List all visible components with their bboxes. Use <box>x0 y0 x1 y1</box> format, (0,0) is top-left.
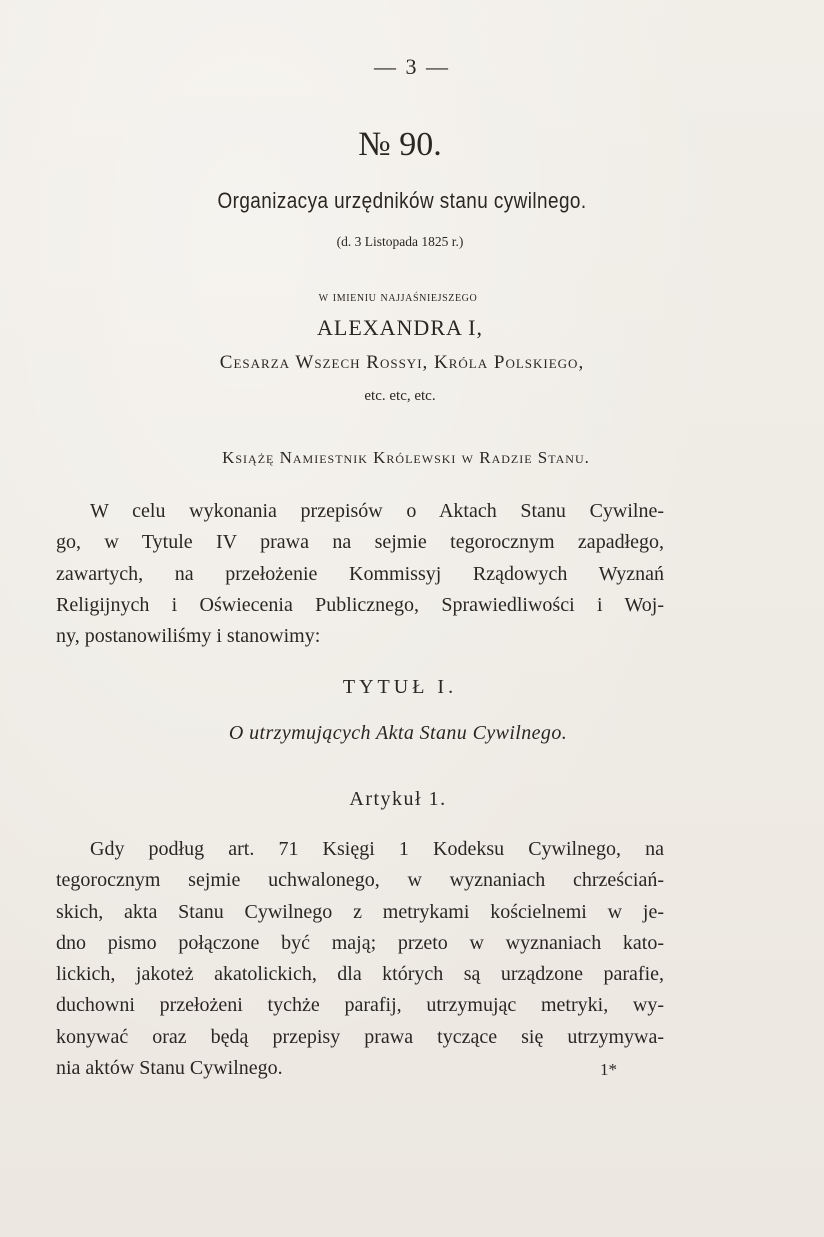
article-line: duchowni przełożeni tychże parafij, utrzymując metryki, wy- <box>56 994 664 1017</box>
preamble-paragraph <box>56 496 664 652</box>
article-line: dno pismo połączone być mają; przeto w wyznaniach kato- <box>56 931 664 954</box>
monarch-name: ALEXANDRA I, <box>317 315 483 340</box>
article-line: konywać oraz będą przepisy prawa tyczące się utrzymywa- <box>56 1025 664 1048</box>
preamble-line: zawartych, na przełożenie Kommissyj Rządowych Wyznań <box>56 562 664 585</box>
article-line: Gdy podług art. 71 Księgi 1 Kodeksu Cywilnego, na <box>90 838 664 860</box>
article-line: tegorocznym sejmie uchwalonego, w wyznaniach chrześciań- <box>56 869 664 892</box>
article-line: nia aktów Stanu Cywilnego. <box>56 1057 283 1080</box>
article-line: lickich, jakoteż akatolickich, dla których są urządzone parafie, <box>56 963 664 986</box>
document-date: (d. 3 Listopada 1825 r.) <box>336 234 464 249</box>
issuer-line: Książę Namiestnik Królewski w Radzie Stanu. <box>222 448 590 467</box>
title-subheading: O utrzymujących Akta Stanu Cywilnego. <box>228 722 568 744</box>
monarch-titles: Cesarza Wszech Rossyi, Króla Polskiego, <box>219 352 585 373</box>
article-heading: Artykuł 1. <box>349 788 447 810</box>
preamble-line: ny, postanowiliśmy i stanowimy: <box>56 625 321 648</box>
preamble-line: go, w Tytule IV prawa na sejmie tegorocznym zapadłego, <box>56 531 664 554</box>
invocation-line: w imieniu najjaśniejszego <box>318 290 478 305</box>
article-line: skich, akta Stanu Cywilnego z metrykami kościelnemi w je- <box>56 900 664 923</box>
article-paragraph <box>56 834 664 1084</box>
preamble-line: W celu wykonania przepisów o Aktach Stanu Cywilne- <box>90 500 664 522</box>
title-heading: TYTUŁ I. <box>342 676 458 698</box>
document-number: № 90. <box>358 126 442 163</box>
page-number: — 3 — <box>374 54 450 79</box>
preamble-line: Religijnych i Oświecenia Publicznego, Sprawiedliwości i Woj- <box>56 593 664 616</box>
etc-line: etc. etc, etc. <box>364 388 436 404</box>
document-title: Organizacya urzędników stanu cywilnego. <box>217 188 587 213</box>
signature-mark: 1* <box>600 1060 617 1079</box>
